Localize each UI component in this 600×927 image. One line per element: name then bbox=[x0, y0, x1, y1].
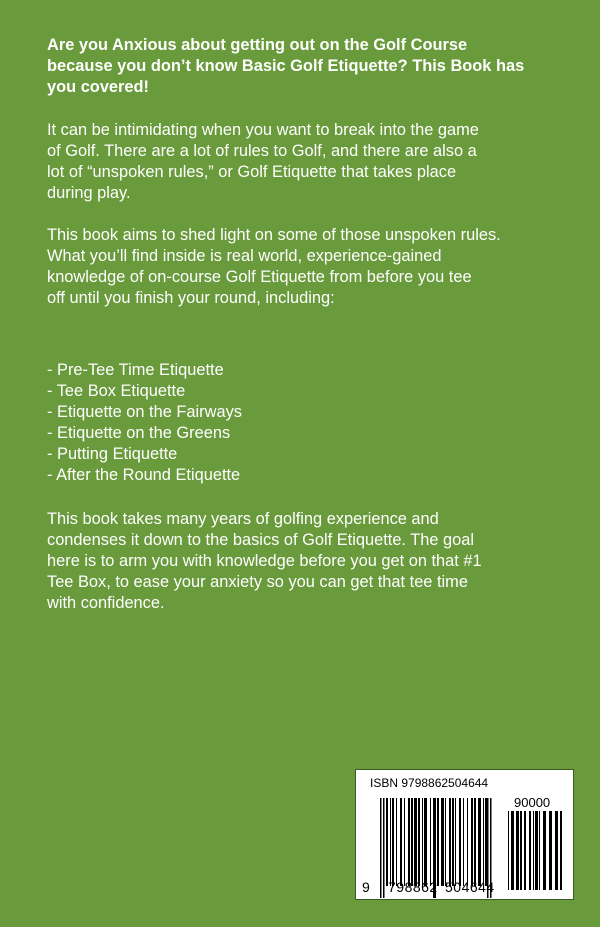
isbn-label: ISBN 9798862504644 bbox=[370, 776, 489, 790]
barcode-bar bbox=[474, 798, 476, 886]
barcode-bar bbox=[411, 798, 413, 886]
text-line: lot of “unspoken rules,” or Golf Etiquette that takes place bbox=[47, 163, 457, 181]
closing-paragraph bbox=[47, 509, 587, 614]
intro-paragraph bbox=[47, 120, 587, 204]
text-line: It can be intimidating when you want to break into the game bbox=[47, 121, 479, 139]
barcode-bar bbox=[508, 811, 509, 890]
barcode-bar bbox=[386, 798, 388, 886]
barcode-bar bbox=[445, 798, 446, 886]
barcode-bar bbox=[485, 798, 487, 886]
barcode-bar bbox=[422, 798, 423, 886]
list-item: - Putting Etiquette bbox=[47, 445, 178, 463]
text-line: with confidence. bbox=[47, 594, 165, 612]
barcode-bar bbox=[516, 811, 519, 890]
barcode-digits-group1: 798862 bbox=[388, 879, 438, 895]
text-line: during play. bbox=[47, 184, 131, 202]
list-item: - Etiquette on the Fairways bbox=[47, 403, 242, 421]
barcode-digits-group2: 504644 bbox=[445, 879, 495, 895]
barcode-bar bbox=[383, 798, 385, 898]
barcode-bar bbox=[380, 798, 382, 898]
barcode-bar bbox=[520, 811, 522, 890]
text-line: of Golf. There are a lot of rules to Golf, and there are also a bbox=[47, 142, 477, 160]
text-line: What you’ll find inside is real world, experience-gained bbox=[47, 247, 442, 265]
barcode-bar bbox=[418, 798, 420, 886]
barcode-bar bbox=[549, 811, 552, 890]
barcode-bar bbox=[404, 798, 405, 886]
barcode-bar bbox=[511, 811, 514, 890]
barcode-bar bbox=[430, 798, 431, 886]
topics-list bbox=[47, 360, 587, 486]
barcode-bar bbox=[392, 798, 394, 886]
barcode-bar bbox=[467, 798, 468, 886]
barcode-bar bbox=[414, 798, 417, 886]
barcode-bar bbox=[560, 811, 562, 890]
barcode-bar bbox=[463, 798, 464, 886]
barcode-bar bbox=[555, 811, 558, 890]
barcode-bar bbox=[543, 811, 546, 890]
text-line: knowledge of on-course Golf Etiquette from before you tee bbox=[47, 268, 472, 286]
barcode-bar bbox=[408, 798, 410, 886]
barcode-bar bbox=[535, 811, 538, 890]
barcode-bar bbox=[483, 798, 484, 886]
headline-line: you covered! bbox=[47, 78, 150, 96]
list-item: - Tee Box Etiquette bbox=[47, 382, 186, 400]
headline bbox=[47, 35, 587, 98]
barcode-bar bbox=[459, 798, 461, 886]
barcode-bar bbox=[471, 798, 473, 886]
barcode-bar bbox=[478, 798, 481, 886]
barcode-bar bbox=[529, 811, 531, 890]
text-line: This book takes many years of golfing experience and bbox=[47, 510, 439, 528]
barcode-bar bbox=[400, 798, 402, 886]
barcode-bar bbox=[533, 811, 534, 890]
barcode-bar bbox=[424, 798, 427, 886]
barcode-digit-prefix: 9 bbox=[362, 879, 371, 895]
text-line: Tee Box, to ease your anxiety so you can get that tee time bbox=[47, 573, 468, 591]
text-line: condenses it down to the basics of Golf Etiquette. The goal bbox=[47, 531, 475, 549]
list-item: - Pre-Tee Time Etiquette bbox=[47, 361, 224, 379]
barcode-bar bbox=[396, 798, 397, 886]
text-line: here is to arm you with knowledge before you get on that #1 bbox=[47, 552, 482, 570]
text-line: off until you finish your round, including: bbox=[47, 289, 335, 307]
barcode-bar bbox=[539, 811, 540, 890]
barcode-bar bbox=[455, 798, 456, 886]
barcode-bar bbox=[452, 798, 454, 886]
barcode-bar bbox=[524, 811, 526, 890]
list-item: - After the Round Etiquette bbox=[47, 466, 241, 484]
barcode-bar bbox=[390, 798, 391, 886]
list-item: - Etiquette on the Greens bbox=[47, 424, 231, 442]
isbn-barcode bbox=[355, 769, 574, 900]
barcode-bar bbox=[441, 798, 444, 886]
headline-line: Are you Anxious about getting out on the Golf Course bbox=[47, 36, 468, 54]
purpose-paragraph bbox=[47, 225, 587, 309]
text-line: This book aims to shed light on some of those unspoken rules. bbox=[47, 226, 501, 244]
barcode-bar bbox=[449, 798, 451, 886]
headline-line: because you don’t know Basic Golf Etiquette? This Book has bbox=[47, 57, 525, 75]
barcode-bar bbox=[437, 798, 439, 886]
price-code: 90000 bbox=[514, 795, 551, 810]
